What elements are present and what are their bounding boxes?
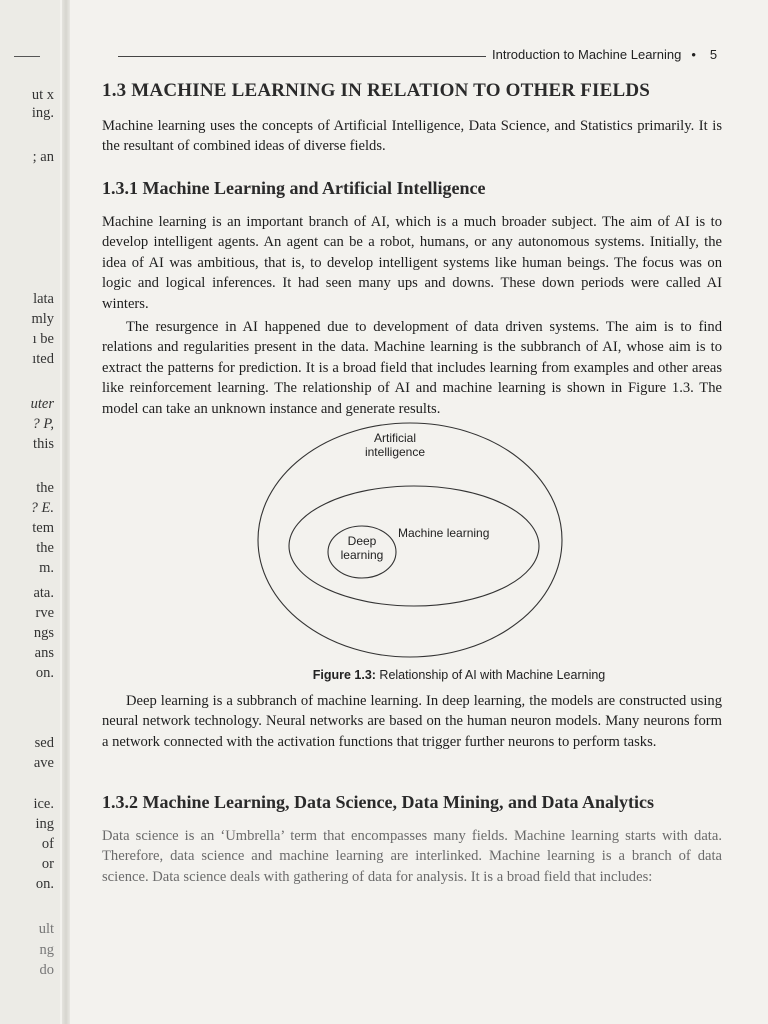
paragraph-deep-learning: Deep learning is a subbranch of machine learning. In deep learning, the models are constructed using neural network technology. Neural networks are based on the human neuron models. Many neurons form a network connected with the activation functions that trigger further neurons to perform tasks. bbox=[102, 693, 722, 750]
margin-fragment: ngs bbox=[33, 625, 54, 641]
running-head bbox=[492, 47, 717, 62]
section-intro: Machine learning uses the concepts of Artificial Intelligence, Data Science, and Statistics primarily. It is the resultant of combined ideas of diverse fields. bbox=[102, 118, 722, 155]
paragraph-ai-resurgence: The resurgence in AI happened due to development of data driven systems. The aim is to find relations and regularities present in the data. Machine learning is the subbranch of AI, whose aim is to extract the patterns for prediction. It is a broad field that includes learning from examples and other areas like reinforcement learning. The relationship of AI and machine learning is shown in Figure 1.3. The model can take an unknown instance and generate results. bbox=[102, 319, 722, 417]
margin-fragment: ice. bbox=[33, 796, 54, 812]
section-title: 1.3 MACHINE LEARNING IN RELATION TO OTHER FIELDS bbox=[102, 80, 651, 101]
label-dl-line1: Deep bbox=[347, 534, 377, 548]
margin-fragment: on. bbox=[35, 876, 54, 892]
margin-fragment: ult bbox=[38, 921, 54, 937]
figure-ai-ml-diagram bbox=[240, 420, 580, 660]
ml-ellipse bbox=[289, 486, 539, 606]
margin-fragment: tem bbox=[32, 520, 54, 536]
running-head-bullet: • bbox=[691, 47, 696, 62]
margin-fragment: ı be bbox=[32, 331, 54, 347]
book-spine bbox=[62, 0, 70, 1024]
margin-fragment: ; an bbox=[32, 149, 54, 165]
margin-fragment: ans bbox=[34, 645, 54, 661]
subsection-title-1-3-2: 1.3.2 Machine Learning, Data Science, Data Mining, and Data Analytics bbox=[102, 792, 654, 812]
margin-fragment: ing bbox=[35, 816, 54, 832]
left-page-gutter bbox=[0, 0, 60, 1024]
margin-fragment: the bbox=[36, 480, 54, 496]
margin-fragment: ata. bbox=[33, 585, 54, 601]
label-ai-line1: Artificial bbox=[373, 431, 417, 445]
running-head-title: Introduction to Machine Learning bbox=[492, 47, 682, 62]
margin-fragment: ng bbox=[39, 942, 54, 958]
margin-fragment: uter bbox=[30, 396, 54, 412]
margin-fragment: ? E. bbox=[30, 500, 54, 516]
margin-fragment: do bbox=[39, 962, 54, 978]
margin-fragment: mly bbox=[31, 311, 54, 327]
margin-fragment: rve bbox=[35, 605, 54, 621]
paragraph-data-science: Data science is an ‘Umbrella’ term that encompasses many fields. Machine learning starts with data. Therefore, data science and machine learning are interlinked. Machine learning is a branch of data science. Data science deals with gathering of data for analysis. It is a broad field that includes: bbox=[102, 828, 722, 885]
margin-fragment: lata bbox=[33, 291, 54, 307]
margin-fragment: or bbox=[41, 856, 54, 872]
margin-fragment: this bbox=[33, 436, 54, 452]
margin-fragment: of bbox=[41, 836, 54, 852]
margin-fragment: ave bbox=[33, 755, 54, 771]
margin-fragment: ut x bbox=[31, 87, 54, 103]
figure-caption-label: Figure 1.3: bbox=[312, 668, 376, 682]
page-number: 5 bbox=[709, 47, 718, 62]
left-page-rule bbox=[14, 56, 40, 57]
label-dl-line2: learning bbox=[340, 548, 384, 562]
margin-fragment: m. bbox=[39, 560, 54, 576]
paragraph-ai-intro: Machine learning is an important branch of AI, which is a much broader subject. The aim of AI is to develop intelligent agents. An agent can be a robot, humans, or any autonomous systems. Initially, the idea of AI was ambitious, that is, to develop intelligent systems like human beings. The focus was on logic and logical inferences. It had seen many ups and downs. These down periods were called AI winters. bbox=[102, 214, 722, 312]
margin-fragment: ? P, bbox=[32, 416, 54, 432]
figure-caption bbox=[0, 665, 768, 682]
margin-fragment: on. bbox=[35, 665, 54, 681]
figure-caption-text: Relationship of AI with Machine Learning bbox=[375, 668, 606, 682]
header-rule bbox=[118, 56, 486, 57]
label-ml: Machine learning bbox=[398, 526, 490, 540]
margin-fragment: the bbox=[36, 540, 54, 556]
margin-fragment: ıted bbox=[32, 351, 54, 367]
margin-fragment: ing. bbox=[31, 105, 54, 121]
margin-fragment: sed bbox=[34, 735, 54, 751]
subsection-title-1-3-1: 1.3.1 Machine Learning and Artificial Intelligence bbox=[102, 178, 486, 198]
label-ai-line2: intelligence bbox=[364, 445, 426, 459]
